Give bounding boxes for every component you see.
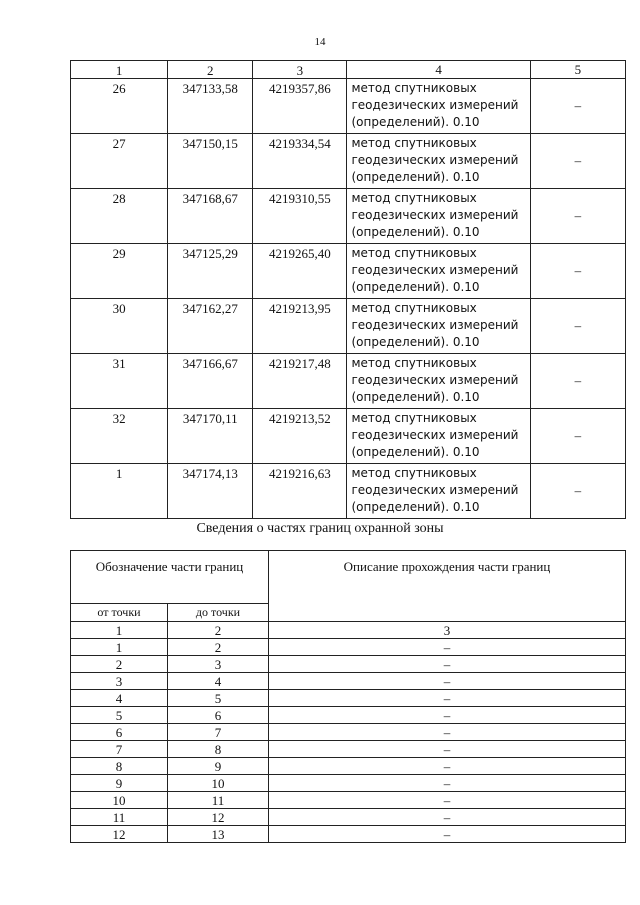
description-cell: – (269, 673, 626, 690)
to-point-cell: 2 (168, 639, 269, 656)
point-number-cell: 29 (71, 244, 168, 299)
point-number-cell: 26 (71, 79, 168, 134)
coordinates-header-row (71, 61, 626, 79)
description-cell: – (269, 690, 626, 707)
table-row (71, 299, 626, 354)
method-text-line: геодезических измерений (351, 428, 519, 442)
x-coordinate-cell: 347162,27 (168, 299, 253, 354)
point-number-cell: 30 (71, 299, 168, 354)
table-row (71, 189, 626, 244)
method-text-line: геодезических измерений (351, 483, 519, 497)
x-coordinate-cell: 347170,11 (168, 409, 253, 464)
y-coordinate-cell: 4219265,40 (253, 244, 347, 299)
y-coordinate-cell: 4219310,55 (253, 189, 347, 244)
to-point-cell: 6 (168, 707, 269, 724)
numbering-cell-1: 1 (71, 622, 168, 639)
column-number-3: 3 (253, 61, 347, 79)
from-point-cell: 5 (71, 707, 168, 724)
method-cell (347, 134, 530, 189)
point-number-cell: 31 (71, 354, 168, 409)
column-number-1: 1 (71, 61, 168, 79)
from-point-cell: 2 (71, 656, 168, 673)
note-cell: – (530, 134, 625, 189)
table-row (71, 758, 626, 775)
page-number: 14 (314, 36, 326, 48)
parts-numbering-row (71, 622, 626, 639)
column-number-2: 2 (168, 61, 253, 79)
y-coordinate-cell: 4219357,86 (253, 79, 347, 134)
description-cell: – (269, 758, 626, 775)
x-coordinate-cell: 347166,67 (168, 354, 253, 409)
boundary-part-designation-header: Обозначение части границ (71, 551, 269, 604)
note-cell: – (530, 189, 625, 244)
method-cell (347, 354, 530, 409)
table-row (71, 792, 626, 809)
from-point-cell: 3 (71, 673, 168, 690)
description-cell: – (269, 809, 626, 826)
to-point-cell: 10 (168, 775, 269, 792)
to-point-cell: 11 (168, 792, 269, 809)
from-point-cell: 6 (71, 724, 168, 741)
description-cell: – (269, 724, 626, 741)
method-text-line: (определений). 0.10 (351, 500, 480, 514)
boundary-parts-table (70, 550, 626, 843)
method-cell (347, 409, 530, 464)
y-coordinate-cell: 4219217,48 (253, 354, 347, 409)
method-text-line: метод спутниковых (351, 411, 477, 425)
from-point-cell: 8 (71, 758, 168, 775)
boundary-part-description-header: Описание прохождения части границ (269, 551, 626, 622)
method-text-line: (определений). 0.10 (351, 390, 480, 404)
description-cell: – (269, 741, 626, 758)
to-point-cell: 7 (168, 724, 269, 741)
method-text-line: геодезических измерений (351, 98, 519, 112)
table-row (71, 724, 626, 741)
method-text-line: метод спутниковых (351, 356, 477, 370)
y-coordinate-cell: 4219213,95 (253, 299, 347, 354)
column-number-5: 5 (530, 61, 625, 79)
to-point-cell: 4 (168, 673, 269, 690)
method-cell (347, 79, 530, 134)
to-point-cell: 3 (168, 656, 269, 673)
method-text-line: геодезических измерений (351, 373, 519, 387)
description-cell: – (269, 775, 626, 792)
table-row (71, 639, 626, 656)
table-row (71, 656, 626, 673)
to-point-cell: 8 (168, 741, 269, 758)
to-point-cell: 13 (168, 826, 269, 843)
method-text-line: метод спутниковых (351, 466, 477, 480)
from-point-cell: 9 (71, 775, 168, 792)
note-cell: – (530, 409, 625, 464)
point-number-cell: 32 (71, 409, 168, 464)
table-row (71, 826, 626, 843)
description-cell: – (269, 707, 626, 724)
from-point-cell: 11 (71, 809, 168, 826)
to-point-cell: 12 (168, 809, 269, 826)
method-text-line: метод спутниковых (351, 136, 477, 150)
note-cell: – (530, 79, 625, 134)
note-cell: – (530, 464, 625, 519)
y-coordinate-cell: 4219213,52 (253, 409, 347, 464)
note-cell: – (530, 354, 625, 409)
method-text-line: метод спутниковых (351, 246, 477, 260)
to-point-cell: 9 (168, 758, 269, 775)
method-text-line: (определений). 0.10 (351, 225, 480, 239)
method-cell (347, 299, 530, 354)
description-cell: – (269, 792, 626, 809)
x-coordinate-cell: 347125,29 (168, 244, 253, 299)
method-text-line: метод спутниковых (351, 191, 477, 205)
description-cell: – (269, 639, 626, 656)
method-text-line: (определений). 0.10 (351, 445, 480, 459)
table-row (71, 409, 626, 464)
description-cell: – (269, 826, 626, 843)
from-point-header: от точки (71, 604, 168, 622)
method-text-line: геодезических измерений (351, 318, 519, 332)
table-row (71, 79, 626, 134)
coordinates-table (70, 60, 626, 519)
from-point-cell: 1 (71, 639, 168, 656)
table-row (71, 707, 626, 724)
to-point-header: до точки (168, 604, 269, 622)
table-row (71, 244, 626, 299)
table-row (71, 690, 626, 707)
point-number-cell: 28 (71, 189, 168, 244)
from-point-cell: 12 (71, 826, 168, 843)
table-row (71, 775, 626, 792)
from-point-cell: 10 (71, 792, 168, 809)
section-title: Сведения о частях границ охранной зоны (196, 521, 444, 536)
column-number-4: 4 (347, 61, 530, 79)
numbering-cell-2: 2 (168, 622, 269, 639)
from-point-cell: 4 (71, 690, 168, 707)
y-coordinate-cell: 4219216,63 (253, 464, 347, 519)
method-text-line: (определений). 0.10 (351, 170, 480, 184)
table-row (71, 809, 626, 826)
method-text-line: геодезических измерений (351, 208, 519, 222)
method-text-line: (определений). 0.10 (351, 335, 480, 349)
y-coordinate-cell: 4219334,54 (253, 134, 347, 189)
x-coordinate-cell: 347150,15 (168, 134, 253, 189)
description-cell: – (269, 656, 626, 673)
method-cell (347, 244, 530, 299)
table-row (71, 354, 626, 409)
x-coordinate-cell: 347133,58 (168, 79, 253, 134)
method-text-line: геодезических измерений (351, 263, 519, 277)
method-cell (347, 464, 530, 519)
method-text-line: метод спутниковых (351, 301, 477, 315)
table-row (71, 464, 626, 519)
point-number-cell: 1 (71, 464, 168, 519)
note-cell: – (530, 244, 625, 299)
table-row (71, 673, 626, 690)
method-text-line: (определений). 0.10 (351, 280, 480, 294)
method-text-line: геодезических измерений (351, 153, 519, 167)
method-cell (347, 189, 530, 244)
numbering-cell-3: 3 (269, 622, 626, 639)
x-coordinate-cell: 347174,13 (168, 464, 253, 519)
table-row (71, 134, 626, 189)
to-point-cell: 5 (168, 690, 269, 707)
method-text-line: метод спутниковых (351, 81, 477, 95)
table-row (71, 741, 626, 758)
parts-header-row (71, 551, 626, 604)
method-text-line: (определений). 0.10 (351, 115, 480, 129)
from-point-cell: 7 (71, 741, 168, 758)
x-coordinate-cell: 347168,67 (168, 189, 253, 244)
point-number-cell: 27 (71, 134, 168, 189)
note-cell: – (530, 299, 625, 354)
